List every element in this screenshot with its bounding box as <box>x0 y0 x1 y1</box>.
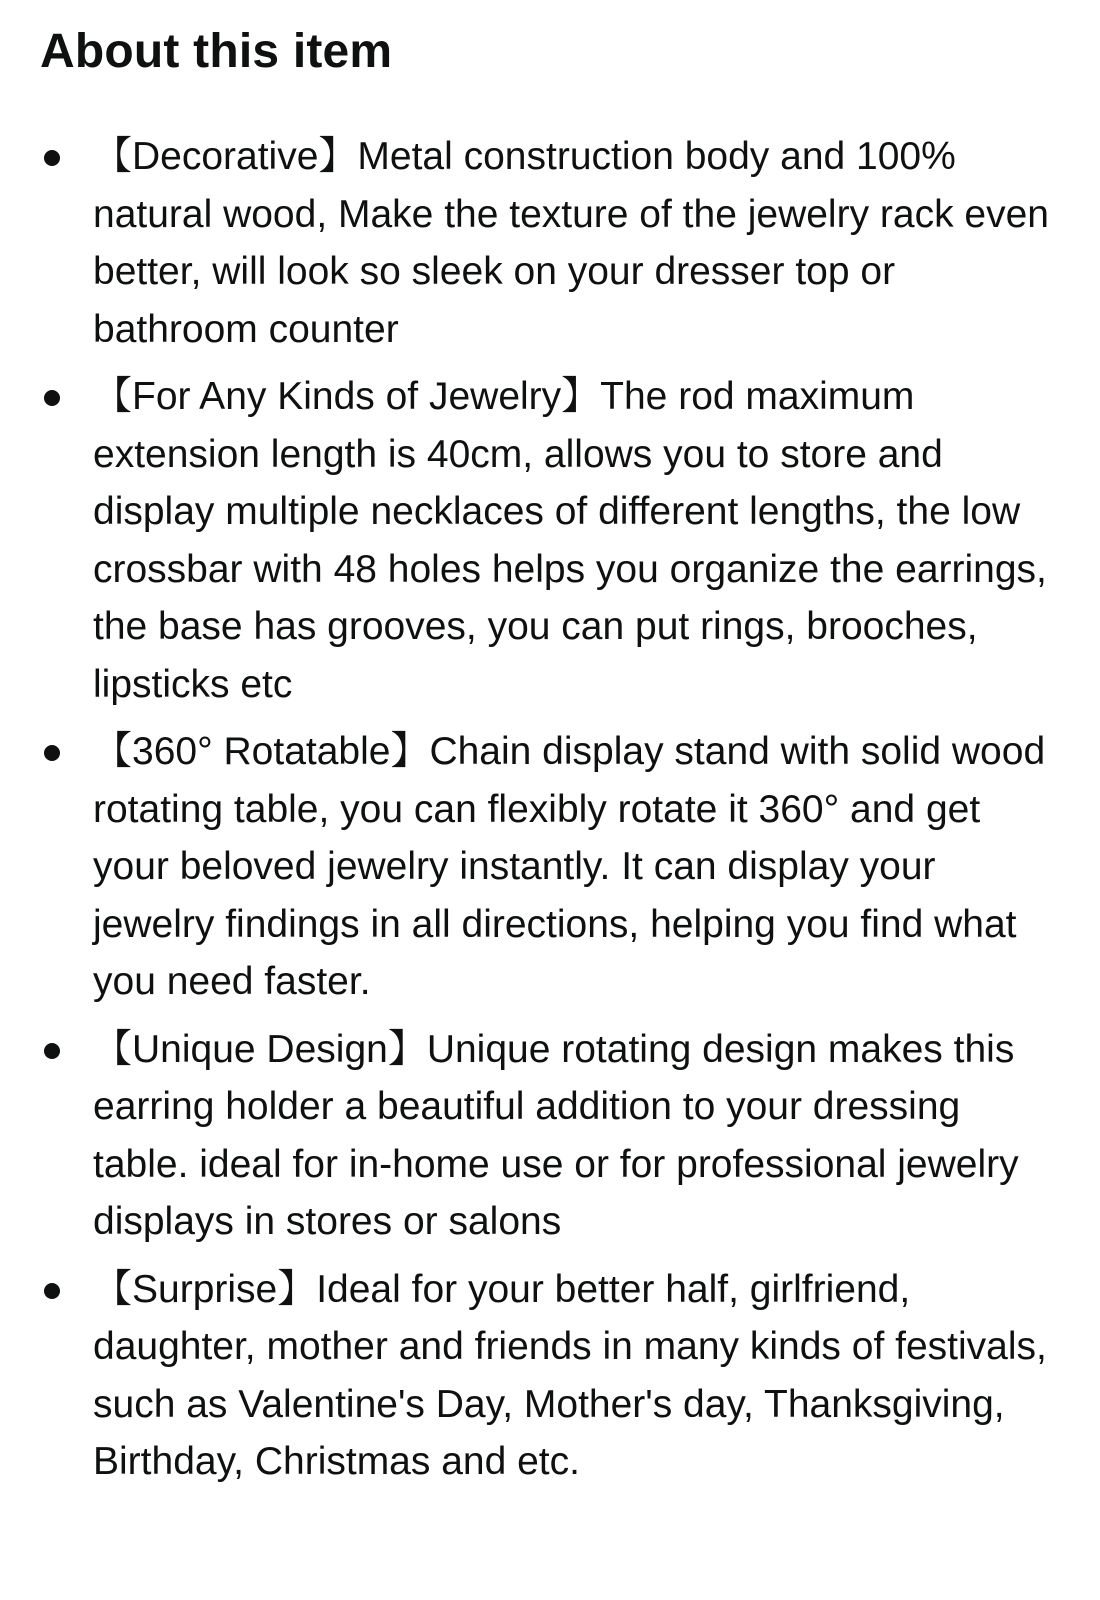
feature-bullet-text: 【For Any Kinds of Jewelry】The rod maximum extension length is 40cm, allows you to store and display multiple necklaces of different lengths, the low crossbar with 48 holes helps you organize the earrings, the base has grooves, you can put rings, brooches, lipsticks etc <box>93 375 1047 706</box>
feature-bullet-text: 【360° Rotatable】Chain display stand with solid wood rotating table, you can flexibly rotate it 360° and get your beloved jewelry instantly. It can display your jewelry findings in all directions, helping you find what you need faster. <box>93 730 1046 1003</box>
bullet-dot-icon <box>44 1043 60 1059</box>
bullet-dot-icon <box>44 1283 60 1299</box>
bullet-dot-icon <box>44 390 60 406</box>
bullet-dot-icon <box>44 745 60 761</box>
feature-bullet-text: 【Unique Design】Unique rotating design makes this earring holder a beautiful addition to your dressing table. ideal for in-home use or for professional jewelry displays in stores or salons <box>93 1027 1019 1243</box>
bullet-dot-icon <box>44 150 60 166</box>
feature-bullet-text: 【Decorative】Metal construction body and 100% natural wood, Make the texture of the jewelry rack even better, will look so sleek on your dresser top or bathroom counter <box>93 135 1049 351</box>
section-title: About this item <box>40 25 393 78</box>
feature-bullet-text: 【Surprise】Ideal for your better half, girlfriend, daughter, mother and friends in many kinds of festivals, such as Valentine's Day, Mother's day, Thanksgiving, Birthday, Christmas and etc. <box>93 1267 1047 1483</box>
feature-bullet-item <box>0 368 1100 713</box>
feature-bullet-item <box>0 128 1100 358</box>
feature-bullet-item <box>0 723 1100 1011</box>
feature-bullet-item <box>0 1261 1100 1491</box>
feature-bullet-item <box>0 1021 1100 1251</box>
feature-bullet-list <box>0 128 1100 1501</box>
